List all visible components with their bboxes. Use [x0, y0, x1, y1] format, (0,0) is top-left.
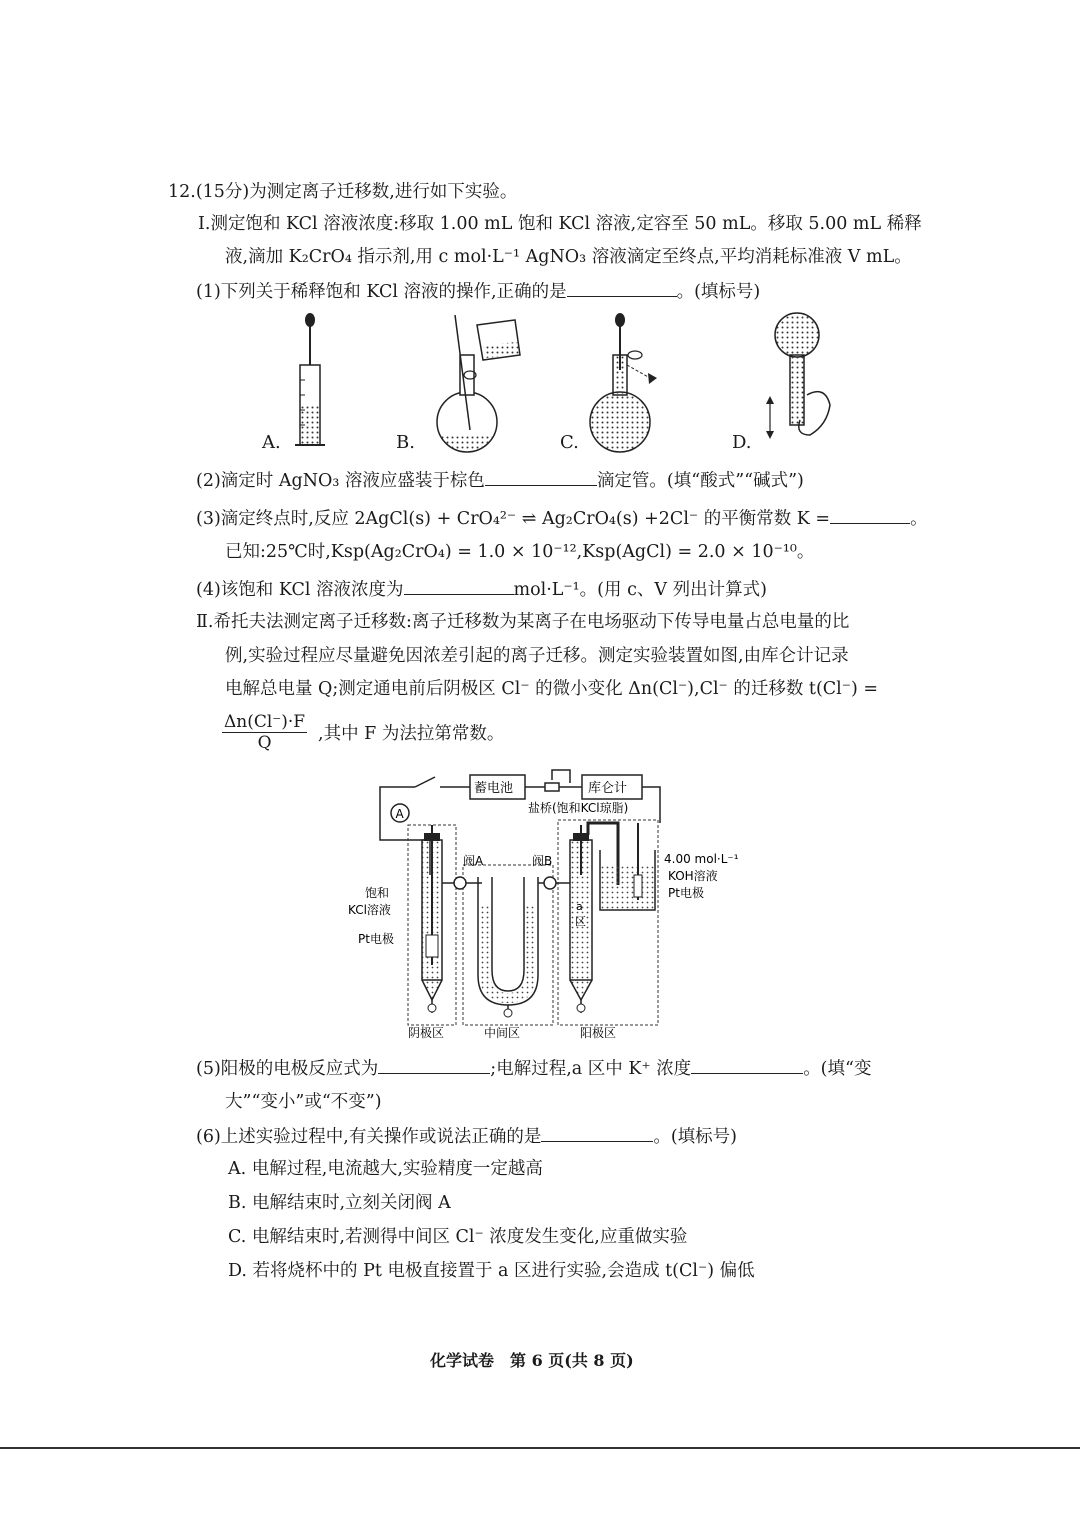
hittorf-apparatus-figure: [348, 765, 760, 1045]
q6-suffix: 。(填标号): [653, 1127, 738, 1147]
answer-blank-2[interactable]: [485, 467, 597, 486]
part2-text-line4: ,其中 F 为法拉第常数。: [318, 724, 505, 744]
q3-text: (3)滴定终点时,反应 2AgCl(s) + CrO₄²⁻ ⇌ Ag₂CrO₄(s) +2Cl⁻ 的平衡常数 K =: [196, 509, 831, 529]
anode-zone-label: 阳极区: [580, 1026, 617, 1040]
part2-text-line1: Ⅱ.希托夫法测定离子迁移数:离子迁移数为某离子在电场驱动下传导电量占总电量的比: [196, 612, 850, 632]
cathode-zone-label: 阴极区: [408, 1026, 445, 1040]
subquestion-5: [196, 1055, 871, 1081]
bottom-divider: [0, 1447, 1080, 1449]
battery-label: 蓄电池: [474, 781, 514, 796]
subquestion-3: [196, 505, 928, 531]
q1-suffix: 。(填标号): [676, 282, 761, 302]
a-zone-label-1: a: [576, 900, 583, 913]
cathode-pt-electrode-label: Pt电极: [358, 932, 394, 946]
q4-suffix: mol·L⁻¹。(用 c、V 列出计算式): [513, 580, 767, 600]
q5-text-c: 。(填“变: [803, 1059, 872, 1079]
q6-option-d: D. 若将烧杯中的 Pt 电极直接置于 a 区进行实验,会造成 t(Cl⁻) 偏低: [228, 1261, 755, 1281]
option-c-flask-dropper-icon: [590, 313, 657, 452]
answer-blank-4[interactable]: [404, 576, 514, 595]
subquestion-4: [196, 576, 767, 602]
q6-option-b: B. 电解结束时,立刻关闭阀 A: [228, 1193, 451, 1213]
q6-option-c: C. 电解结束时,若测得中间区 Cl⁻ 浓度发生变化,应重做实验: [228, 1227, 688, 1247]
subquestion-2: [196, 467, 804, 493]
q1-text: (1)下列关于稀释饱和 KCl 溶液的操作,正确的是: [196, 282, 567, 302]
kcl-label-2: KCl溶液: [348, 903, 391, 917]
option-a-cylinder-icon: [295, 313, 325, 445]
q6-option-a: A. 电解过程,电流越大,实验精度一定越高: [228, 1159, 543, 1179]
q4-text: (4)该饱和 KCl 溶液浓度为: [196, 580, 404, 600]
option-d-inverted-flask-icon: [766, 313, 830, 439]
fraction-numerator: Δn(Cl⁻)·F: [224, 712, 306, 732]
subquestion-1: [196, 278, 760, 304]
salt-bridge-label: 盐桥(饱和KCl琼脂): [528, 801, 629, 815]
answer-blank-5a[interactable]: [378, 1055, 490, 1074]
q5-text-a: (5)阳极的电极反应式为: [196, 1059, 379, 1079]
q2-text: (2)滴定时 AgNO₃ 溶液应盛装于棕色: [196, 471, 485, 491]
cathode-tube-icon: [422, 825, 442, 1013]
glassware-figure: [255, 310, 845, 460]
q3-suffix: 。: [910, 509, 928, 529]
q3-known-constants: 已知:25℃时,Ksp(Ag₂CrO₄) = 1.0 × 10⁻¹²,Ksp(AgCl) = 2.0 × 10⁻¹⁰。: [225, 542, 815, 562]
figure-label-d: D.: [732, 432, 752, 453]
q2-suffix: 滴定管。(填“酸式”“碱式”): [596, 471, 804, 491]
q5-text-line2: 大”“变小”或“不变”): [225, 1092, 382, 1112]
ammeter-label: A: [395, 807, 404, 821]
part2-text-line2: 例,实验过程应尽量避免因浓差引起的离子迁移。测定实验装置如图,由库仑计记录: [225, 646, 849, 666]
page-footer: 化学试卷 第 6 页(共 8 页): [430, 1351, 634, 1370]
q6-text: (6)上述实验过程中,有关操作或说法正确的是: [196, 1127, 542, 1147]
q5-text-b: ;电解过程,a 区中 K⁺ 浓度: [490, 1059, 692, 1079]
koh-solution-label: KOH溶液: [668, 869, 718, 883]
answer-blank-3[interactable]: [830, 505, 910, 524]
question-header: 12.(15分)为测定离子迁移数,进行如下实验。: [168, 182, 518, 202]
valve-a-label: 阀A: [463, 854, 484, 868]
figure-label-b: B.: [396, 432, 415, 453]
part1-text-line2: 液,滴加 K₂CrO₄ 指示剂,用 c mol·L⁻¹ AgNO₃ 溶液滴定至终点,平均消耗标准液 V mL。: [225, 247, 912, 267]
valve-b-label: 阀B: [532, 854, 553, 868]
fraction-denominator: Q: [257, 733, 272, 753]
coulometer-label: 库仑计: [588, 781, 628, 796]
u-tube-icon: [442, 877, 570, 1017]
answer-blank-6[interactable]: [541, 1123, 653, 1142]
beaker-icon: [600, 823, 655, 910]
koh-concentration-label: 4.00 mol·L⁻¹: [664, 852, 739, 866]
option-b-flask-icon: [437, 315, 520, 452]
answer-blank-5b[interactable]: [691, 1055, 803, 1074]
figure-label-a: A.: [262, 432, 281, 453]
middle-zone-label: 中间区: [484, 1026, 521, 1040]
subquestion-6: [196, 1123, 737, 1149]
transfer-number-fraction: [222, 712, 307, 753]
part1-text-line1: Ⅰ.测定饱和 KCl 溶液浓度:移取 1.00 mL 饱和 KCl 溶液,定容至 50 mL。移取 5.00 mL 稀释: [198, 214, 922, 234]
figure-label-c: C.: [560, 432, 579, 453]
a-zone-label-2: 区: [575, 915, 586, 928]
kcl-label-1: 饱和: [365, 886, 390, 900]
anode-pt-electrode-label: Pt电极: [668, 886, 704, 900]
part2-text-line3: 电解总电量 Q;测定通电前后阴极区 Cl⁻ 的微小变化 Δn(Cl⁻),Cl⁻ 的迁移数 t(Cl⁻) =: [225, 679, 879, 699]
answer-blank-1[interactable]: [567, 278, 677, 297]
